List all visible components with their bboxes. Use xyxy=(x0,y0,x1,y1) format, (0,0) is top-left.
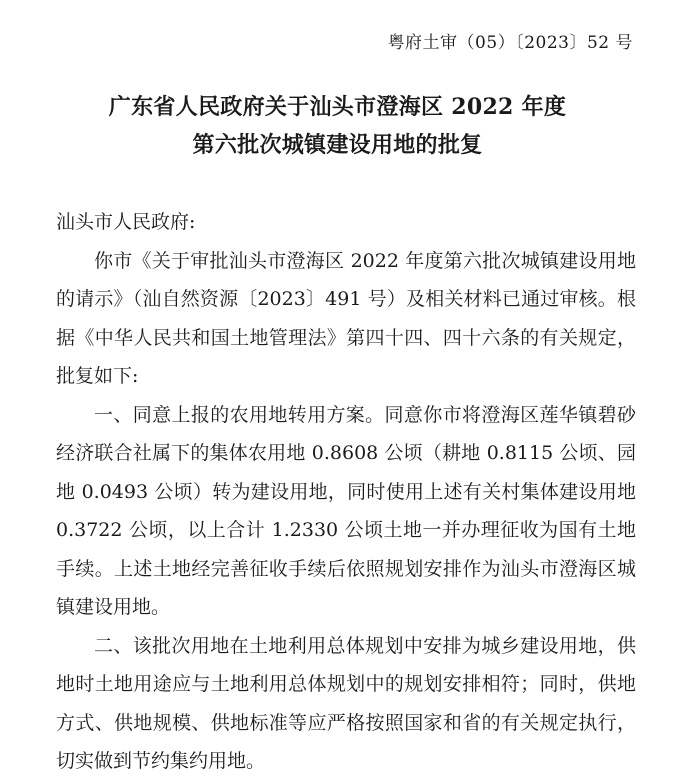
document-body xyxy=(56,203,636,781)
paragraph-request: 你市《关于审批汕头市澄海区 2022 年度第六批次城镇建设用地的请示》（汕自然资源〔2023〕491 号）及相关材料已通过审核。根据《中华人民共和国土地管理法》第四十四、四十六条的有关规定，批复如下: xyxy=(56,249,636,387)
paragraph-item-one: 一、同意上报的农用地转用方案。同意你市将澄海区莲华镇碧砂经济联合社属下的集体农用地 0.8608 公顷（耕地 0.8115 公顷、园地 0.0493 公顷）转为建设用地，同时使用上述有关村集体建设用地 0.3722 公顷，以上合计 1.2330 公顷土地一并办理征收为国有土地手续。上述土地经完善征收手续后依照规划安排作为汕头市澄海区城镇建设用地。 xyxy=(56,403,636,618)
paragraph-item-two: 二、该批次用地在土地利用总体规划中安排为城乡建设用地，供地时土地用途应与土地利用总体规划中的规划安排相符；同时，供地方式、供地规模、供地标准等应严格按照国家和省的有关规定执行，切实做到节约集约用地。 xyxy=(56,634,636,772)
document-title-line-1: 广东省人民政府关于汕头市澄海区 2022 年度 xyxy=(108,94,567,120)
document-title-line-2: 第六批次城镇建设用地的批复 xyxy=(192,132,483,158)
document-number: 粤府土审（05）〔2023〕52 号 xyxy=(387,33,633,53)
salutation: 汕头市人民政府: xyxy=(56,211,196,233)
